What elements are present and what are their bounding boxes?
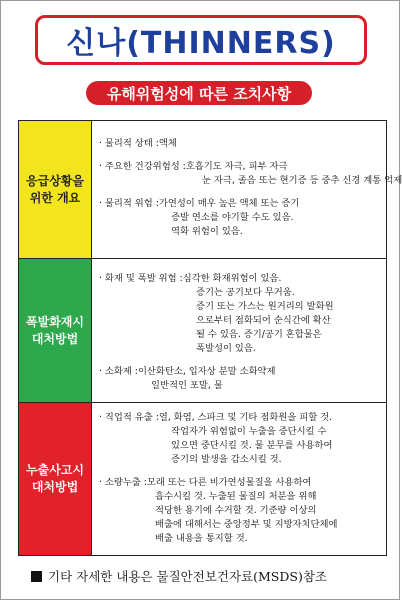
subtitle-banner [86, 81, 312, 105]
section-fire-explosion [19, 259, 386, 403]
subtitle: 유해위험성에 따른 조치사항 [106, 84, 292, 103]
section-heading: 누출사고시 대처방법 [19, 403, 92, 555]
section-body [92, 403, 386, 555]
section-heading: 폭발화재시 대처방법 [19, 259, 92, 402]
list-item: · 직업적 유출 : 열, 화염, 스파크 및 기타 점화원을 피할 것. 작업자가 위험없이 누출을 중단시킬 수 있으면 중단시킬 것. 물 분무를 사용하여 증기의 발생을 감소시킬 것. [99, 412, 333, 465]
list-item: · 주요한 건강위험성 : 호흡기도 자극, 피부 자극 눈 자극, 졸음 또는 현기증 등 중추 신경 계통 억제 [99, 161, 402, 186]
section-leak [19, 403, 386, 555]
list-item: · 화재 및 폭발 위험 : 심각한 화재위험이 있음. 증기는 공기보다 무거움. 증기 또는 가스는 원거리의 발화원 으로부터 점화되어 순식간에 확산 될 수 있음. 증기/공기 혼합물은 폭발성이 있음. [99, 273, 334, 354]
list-item: · 소화제 : 이산화탄소, 입자상 분말 소화약제 일반적인 포말, 물 [99, 366, 276, 391]
list-item: · 소량누출 : 모래 또는 다른 비가연성물질을 사용하여 흡수시킬 것. 누출된 물질의 처분을 위해 적당한 용기에 수거할 것. 기준량 이상의 배출에 대해서는 중앙정부 및 지방자치단체에 배출 내용을 통지할 것. [99, 477, 338, 544]
section-heading: 응급상황을 위한 개요 [19, 121, 92, 258]
black-square-icon [31, 571, 42, 582]
page-title: 신나(THINNERS) [66, 26, 336, 61]
section-body [92, 121, 402, 258]
section-body [92, 259, 386, 402]
list-item: · 물리적 상태 : 액체 [99, 138, 177, 149]
section-emergency [19, 121, 402, 259]
title-box [35, 15, 367, 65]
list-item: · 물리적 위험 : 가연성이 매우 높은 액체 또는 증기 증발 연소를 야기할 수도 있음. 역화 위험이 있음. [99, 198, 300, 237]
measures-table [18, 120, 402, 556]
footer-note: 기타 자세한 내용은 물질안전보건자료(MSDS)참조 [31, 567, 391, 585]
